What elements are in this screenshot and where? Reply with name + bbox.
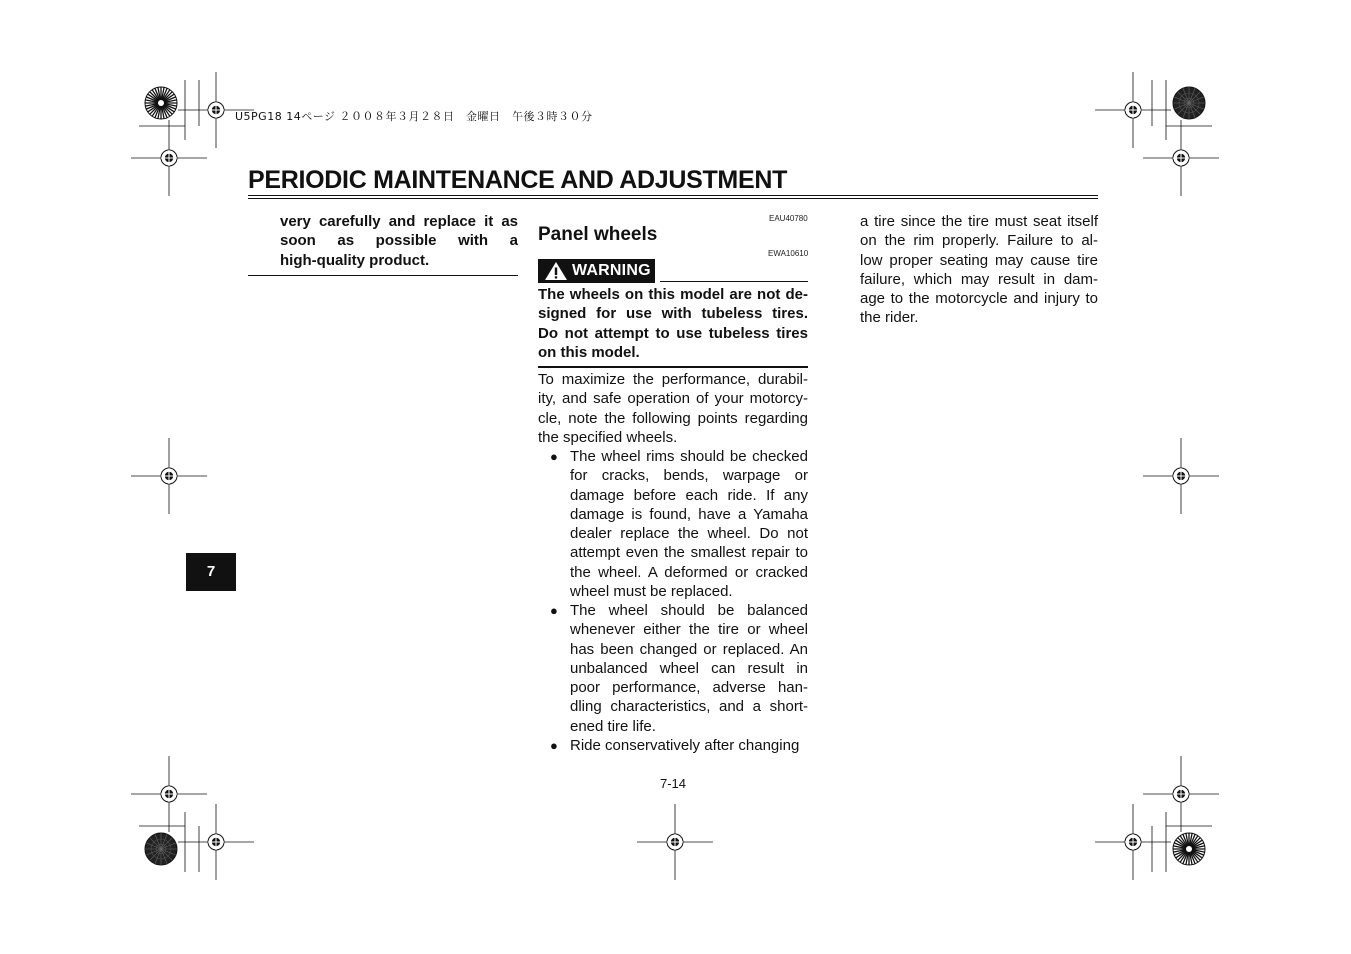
title-rule	[248, 198, 1098, 199]
registration-mark-icon	[131, 438, 207, 514]
text-line: The wheels on this model are not de-	[538, 286, 808, 303]
registration-mark-icon	[1143, 756, 1219, 832]
text-line: failure, which may result in dam-	[860, 270, 1098, 288]
text-line: dealer replace the wheel. Do not	[570, 525, 808, 543]
section-title: Panel wheels	[538, 224, 658, 245]
bullet-icon: ●	[550, 449, 558, 464]
text-line: To maximize the performance, durabil-	[538, 371, 808, 388]
text-line: damage is found, have a Yamaha	[570, 505, 808, 523]
registration-mark-icon	[637, 804, 713, 880]
text-line: the wheel. A deformed or cracked	[570, 563, 808, 581]
text-line: ity, and safe operation of your motorcy-	[538, 390, 808, 408]
text-line: attempt even the smallest repair to	[570, 544, 808, 562]
text-line: Ride conservatively after changing	[570, 737, 800, 754]
registration-mark-icon	[131, 120, 207, 196]
text-line: high-quality product.	[280, 251, 430, 269]
intro-paragraph	[538, 370, 808, 447]
text-line: a tire since the tire must seat itself	[860, 213, 1098, 230]
text-line: the rider.	[860, 309, 919, 327]
warning-triangle-icon	[544, 261, 568, 281]
text-line: for cracks, bends, warpage or	[570, 467, 808, 485]
warning-label: WARNING	[572, 262, 651, 279]
bullet-icon: ●	[550, 738, 558, 753]
registration-mark-icon	[1095, 804, 1171, 880]
title-rule	[248, 195, 1098, 196]
bullet-icon: ●	[550, 603, 558, 618]
starburst-mark-icon	[145, 833, 177, 865]
text-line: signed for use with tubeless tires.	[538, 305, 808, 323]
registration-mark-icon	[131, 756, 207, 832]
text-line: Do not attempt to use tubeless tires	[538, 324, 808, 342]
column1-text	[280, 212, 518, 270]
text-line: ened tire life.	[570, 717, 656, 735]
registration-mark-icon	[178, 804, 254, 880]
text-line: age to the motorcycle and injury to	[860, 290, 1098, 308]
text-line: cle, note the following points regarding	[538, 409, 808, 427]
text-line: The wheel should be balanced	[570, 602, 808, 619]
text-line: poor performance, adverse han-	[570, 679, 808, 697]
page-title: PERIODIC MAINTENANCE AND ADJUSTMENT	[248, 166, 788, 194]
text-line: on the rim properly. Failure to al-	[860, 232, 1098, 250]
print-header: U5PG18 14ページ ２００８年３月２８日 金曜日 午後３時３０分	[235, 110, 593, 123]
text-line: The wheel rims should be checked	[570, 448, 808, 465]
text-line: on this model.	[538, 343, 640, 361]
text-line: wheel must be replaced.	[570, 583, 733, 601]
text-line: whenever either the tire or wheel	[570, 621, 808, 639]
starburst-mark-icon	[145, 87, 177, 119]
registration-mark-icon	[1143, 438, 1219, 514]
chapter-tab: 7	[186, 553, 236, 591]
warning-code: EWA10610	[768, 249, 809, 258]
warning-header-rule	[660, 281, 808, 282]
text-line: has been changed or replaced. An	[570, 640, 808, 658]
registration-mark-icon	[1095, 72, 1171, 148]
text-line: damage before each ride. If any	[570, 486, 808, 504]
warning-end-rule	[248, 275, 518, 276]
starburst-mark-icon	[1173, 833, 1205, 865]
page-number: 7-14	[660, 776, 687, 791]
text-line: the specified wheels.	[538, 428, 678, 446]
warning-end-rule	[538, 366, 808, 368]
warning-text	[538, 285, 808, 362]
warning-badge	[538, 259, 655, 283]
column3-text	[860, 212, 1098, 328]
text-line: very carefully and replace it as	[280, 213, 518, 230]
starburst-mark-icon	[1173, 87, 1205, 119]
text-line: soon as possible with a	[280, 232, 518, 250]
text-line: unbalanced wheel can result in	[570, 659, 808, 677]
section-code: EAU40780	[769, 214, 808, 223]
text-line: dling characteristics, and a short-	[570, 698, 808, 716]
registration-mark-icon	[1143, 120, 1219, 196]
text-line: low proper seating may cause tire	[860, 251, 1098, 269]
